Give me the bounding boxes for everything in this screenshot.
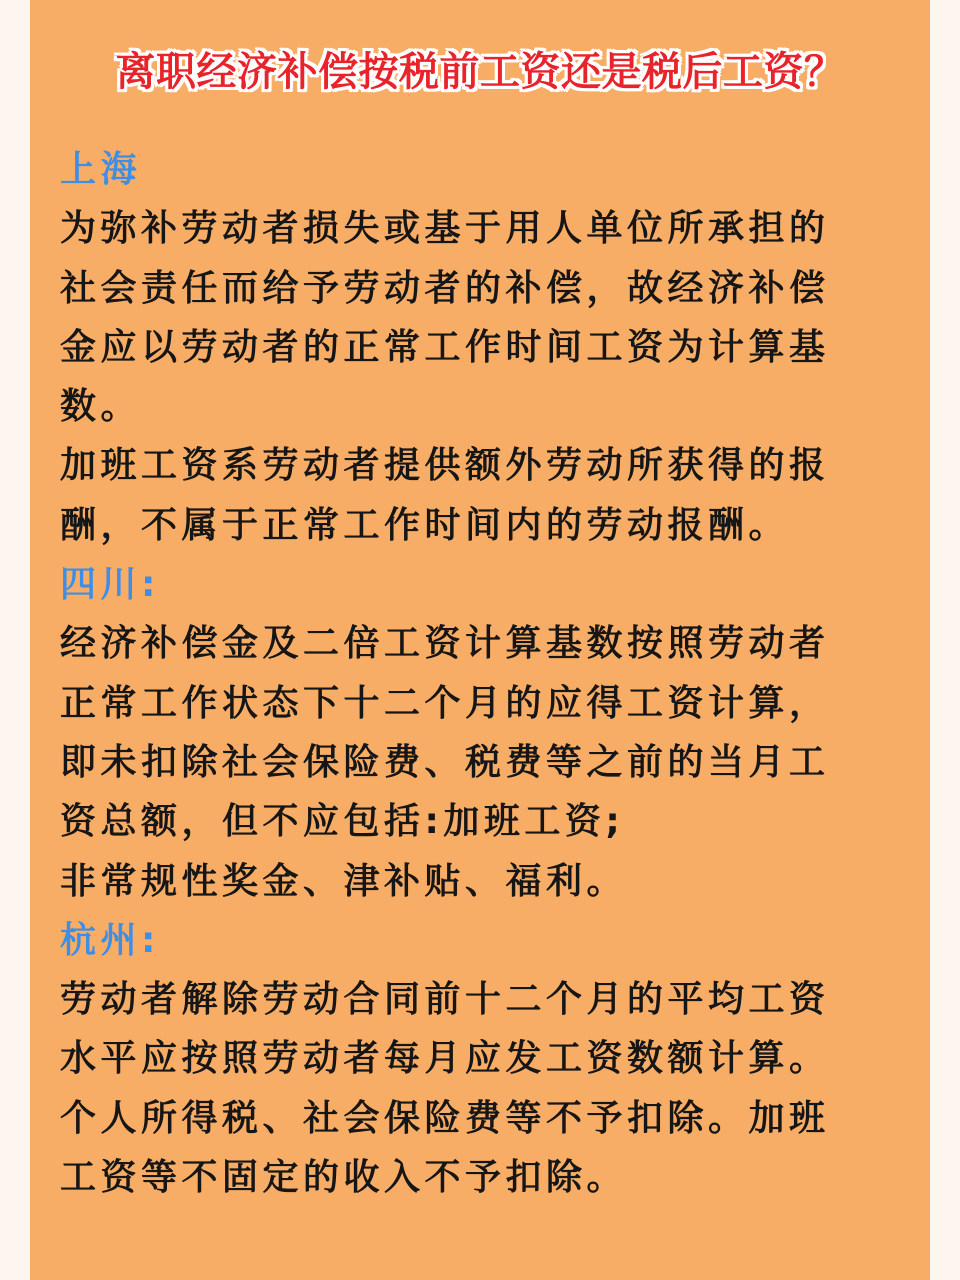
paragraph-line: 数。 (60, 386, 142, 428)
paragraph-line: 非常规性奖金、津补贴、福利。 (60, 860, 628, 902)
paragraph-line: 工资等不固定的收入不予扣除。 (60, 1157, 628, 1199)
paragraph-line: 加班工资系劳动者提供额外劳动所获得的报 (60, 445, 830, 487)
paragraph-line: 酬，不属于正常工作时间内的劳动报酬。 (60, 504, 790, 546)
paragraph-line: 为弥补劳动者损失或基于用人单位所承担的 (60, 208, 830, 250)
paragraph-line: 正常工作状态下十二个月的应得工资计算， (60, 682, 830, 724)
paragraph-line: 即未扣除社会保险费、税费等之前的当月工 (60, 741, 830, 783)
paragraph-line: 金应以劳动者的正常工作时间工资为计算基 (60, 326, 830, 368)
paragraph-line: 个人所得税、社会保险费等不予扣除。加班 (60, 1097, 830, 1139)
paragraph-line: 社会责任而给予劳动者的补偿，故经济补偿 (60, 267, 830, 309)
section-heading-shanghai: 上海 (60, 149, 142, 190)
section-heading-sichuan: 四川: (60, 564, 160, 606)
article-body (60, 140, 880, 1207)
paragraph-line: 劳动者解除劳动合同前十二个月的平均工资 (60, 979, 830, 1021)
paragraph-line: 经济补偿金及二倍工资计算基数按照劳动者 (60, 623, 830, 665)
page-title: 离职经济补偿按税前工资还是税后工资？ (115, 49, 845, 95)
paragraph-line: 资总额，但不应包括:加班工资; (60, 801, 625, 843)
section-heading-hangzhou: 杭州: (60, 919, 160, 961)
paragraph-line: 水平应按照劳动者每月应发工资数额计算。 (60, 1038, 830, 1080)
content-card (30, 0, 930, 1280)
